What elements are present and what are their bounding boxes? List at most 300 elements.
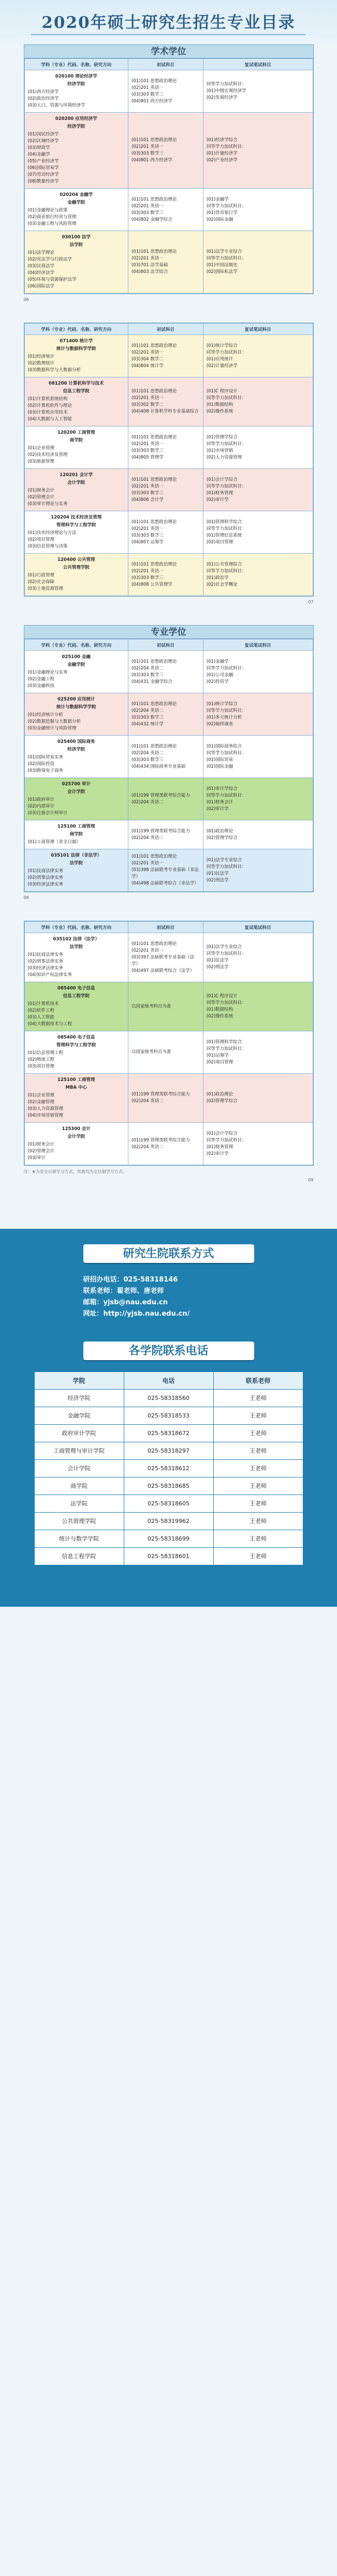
retest-subject: (02)国际私法学 <box>206 269 238 275</box>
research-direction: (02)项目管理 <box>27 537 54 542</box>
exam-subject: (01)199 管理类联考综合能力 <box>131 792 190 798</box>
major-school: 法学院 <box>69 861 83 866</box>
exam-subject: (02)201 英语一 <box>131 203 164 209</box>
retest-subject: 同等学力加试科目： <box>206 1000 246 1005</box>
page-number: 09 <box>308 1178 314 1182</box>
major-school: 会计学院 <box>67 789 85 795</box>
table-header-row <box>24 922 313 933</box>
retest-subject: (01)民法学 <box>206 958 229 963</box>
exam-subject: (04)432 统计学 <box>131 721 164 727</box>
col-header-major: 学科（专业）代码、名称、研究方向 <box>24 59 128 70</box>
research-direction: (01)金融理论与实务 <box>27 670 68 675</box>
major-title: 020204 金融学 <box>60 192 93 197</box>
retest-subject: (02)发展经济学 <box>206 95 238 100</box>
research-direction: (01)财务会计 <box>27 1142 54 1147</box>
exam-subject: (04)807 运筹学 <box>131 539 164 545</box>
col-header-exam: 初试科目 <box>128 324 203 335</box>
exam-subject: (02)201 英语一 <box>131 349 164 355</box>
exam-subject: (02)201 英语一 <box>131 441 164 447</box>
col-header-retest: 复试笔试科目 <box>203 922 313 933</box>
exam-subject: (02)204 英语二 <box>131 750 164 756</box>
page-number: 06 <box>23 297 29 302</box>
retest-cell <box>203 820 313 849</box>
table-row <box>24 70 313 113</box>
retest-subject: (01)法学专业综合 <box>206 857 242 863</box>
exam-subject: (01)101 思想政治理论 <box>131 941 177 947</box>
table-row <box>24 736 313 778</box>
retest-cell <box>203 778 313 820</box>
major-title: 085400 电子信息 <box>57 1035 95 1040</box>
research-direction: (02)社会保障 <box>27 580 54 585</box>
research-direction: (04)金融学 <box>27 152 50 157</box>
col-header-retest: 复试笔试科目 <box>203 59 313 70</box>
major-title: 025400 国际商务 <box>57 739 95 744</box>
research-direction: (03)项目管理 <box>27 1064 54 1069</box>
exam-subject: (01)101 思想政治理论 <box>131 561 177 567</box>
exam-subject: (02)201 英语一 <box>131 526 164 531</box>
retest-cell <box>203 736 313 778</box>
dept-col-school: 学院 <box>34 1372 124 1390</box>
table-row <box>24 651 313 693</box>
exam-cell <box>128 693 203 736</box>
major-title: 020200 应用经济学 <box>55 116 97 121</box>
major-cell <box>24 1123 128 1165</box>
retest-cell <box>203 693 313 736</box>
major-school: 经济学院 <box>67 82 85 87</box>
research-direction: (02)刑事法律实务 <box>27 875 63 880</box>
retest-subject: (02)国际金融 <box>206 764 233 769</box>
major-title: 125300 会计 <box>62 1126 91 1132</box>
major-title: 125100 工商管理 <box>57 1077 95 1083</box>
dept-school: 工商管理与审计学院 <box>34 1442 124 1460</box>
retest-subject: (01)运筹学 <box>206 1053 229 1058</box>
contact-phone: 研招办电话：025-58318146 <box>83 1276 178 1284</box>
exam-subject: (03)303 数学三 <box>131 92 164 97</box>
retest-subject: (02)刑法学 <box>206 877 229 883</box>
dept-row <box>34 1513 303 1530</box>
major-cell <box>24 778 128 820</box>
research-direction: (02)政治经济学 <box>27 96 59 101</box>
retest-subject: (01)财务管理 <box>206 1144 233 1150</box>
major-title: 085400 电子信息 <box>57 986 95 991</box>
exam-cell <box>128 554 203 596</box>
table-row <box>24 189 313 231</box>
retest-subject: (02)审计学 <box>206 806 229 812</box>
retest-subject: 同等学力加试科目： <box>206 792 246 798</box>
retest-subject: 同等学力加试科目： <box>206 864 246 870</box>
research-direction: (02)物流工程 <box>27 1057 54 1062</box>
research-direction: (03)数据科学与大数据分析 <box>27 368 81 373</box>
section-heading-academic: 学术学位 <box>24 45 313 58</box>
exam-subject: (02)201 英语一 <box>131 948 164 953</box>
major-school: 法学院 <box>69 944 83 950</box>
dept-phone: 025-58318601 <box>124 1548 213 1565</box>
exam-subject: (01)101 思想政治理论 <box>131 196 177 202</box>
exam-subject: (04)408 计算机学科专业基础综合 <box>131 409 199 414</box>
retest-subject: 同等学力加试科目： <box>206 665 246 671</box>
research-direction: (01)金融理论与政策 <box>27 208 68 213</box>
major-title: 081200 计算机科学与技术 <box>49 381 104 386</box>
research-direction: (05)环境与资源保护法学 <box>27 277 77 282</box>
research-direction: (07)劳动经济学 <box>27 172 59 177</box>
table-row <box>24 377 313 426</box>
retest-cell <box>203 982 313 1031</box>
retest-cell <box>203 426 313 469</box>
title-underline <box>31 34 306 35</box>
research-direction: (04)市场营销管理 <box>27 1113 63 1118</box>
major-cell <box>24 933 128 982</box>
exam-subject: (01)101 思想政治理论 <box>131 477 177 482</box>
retest-subject: 同等学力加试科目： <box>206 1137 246 1143</box>
exam-subject: (03)397 法硕联考专业基础（法学） <box>131 954 195 967</box>
research-direction: (01)行政管理 <box>27 573 54 578</box>
major-school: 商学院 <box>69 438 83 443</box>
col-header-retest: 复试笔试科目 <box>203 324 313 335</box>
dept-school: 法学院 <box>34 1495 124 1513</box>
research-direction: (02)宪法学与行政法学 <box>27 257 72 262</box>
research-direction: (02)数据挖掘与大数据分析 <box>27 719 81 724</box>
research-direction: (02)计算机软件与理论 <box>27 403 72 408</box>
major-cell <box>24 335 128 377</box>
exam-subject: 以国家统考科目为准 <box>131 1003 171 1009</box>
retest-subject: (02)操作系统 <box>206 409 233 414</box>
departments-table-body <box>34 1390 303 1565</box>
retest-subject: (01)管理科学综合 <box>206 1039 242 1045</box>
dept-teacher: 王老师 <box>213 1530 303 1548</box>
retest-cell <box>203 377 313 426</box>
major-school: 金融学院 <box>67 662 85 667</box>
major-title: 030100 法学 <box>62 235 91 240</box>
retest-subject: (02)审计学 <box>206 497 229 502</box>
retest-subject: (01)审计学综合 <box>206 786 238 791</box>
exam-subject: (01)101 思想政治理论 <box>131 743 177 749</box>
major-cell <box>24 554 128 596</box>
research-direction: (02)技术经济及管理 <box>27 452 68 458</box>
dept-row <box>34 1548 303 1565</box>
exam-cell <box>128 1074 203 1123</box>
retest-subject: 同等学力加试科目： <box>206 750 246 756</box>
dept-phone: 025-58318560 <box>124 1390 213 1407</box>
retest-subject: (01)法学专业综合 <box>206 249 242 254</box>
research-direction: (04)经济法学 <box>27 270 54 276</box>
table-row <box>24 778 313 820</box>
academic-table <box>24 58 313 294</box>
dept-teacher: 王老师 <box>213 1407 303 1425</box>
major-title: 071400 统计学 <box>60 339 93 344</box>
major-school: 管理科学与工程学院 <box>56 523 96 528</box>
page-number: 08 <box>23 895 29 900</box>
dept-row <box>34 1390 303 1407</box>
research-direction: (03)审计 <box>27 1155 46 1161</box>
retest-subject: (01)C 程序设计 <box>206 389 238 394</box>
retest-subject: (01)会计学综合 <box>206 1131 238 1136</box>
exam-subject: (04)808 公共管理学 <box>131 582 172 587</box>
dept-teacher: 王老师 <box>213 1460 303 1477</box>
research-direction: (03)经济法律实务 <box>27 882 63 887</box>
retest-subject: (02)国际金融 <box>206 217 233 222</box>
professional-table-cont <box>24 921 313 1165</box>
retest-cell <box>203 1123 313 1165</box>
exam-subject: (03)302 数学二 <box>131 402 164 407</box>
major-title: 025200 应用统计 <box>57 697 95 702</box>
retest-cell <box>203 1074 313 1123</box>
exam-subject: (03)303 数学三 <box>131 575 164 581</box>
research-direction: (03)金融统计与风险管理 <box>27 726 77 731</box>
col-header-exam: 初试科目 <box>128 59 203 70</box>
dept-phone: 025-58318685 <box>124 1477 213 1495</box>
retest-cell <box>203 469 313 511</box>
exam-subject: (01)199 管理类联考综合能力 <box>131 828 190 834</box>
retest-cell <box>203 70 313 113</box>
major-title: 020100 理论经济学 <box>55 74 97 79</box>
dept-col-teacher: 联系老师 <box>213 1372 303 1390</box>
research-direction: (02)管理会计 <box>27 1149 54 1154</box>
col-header-major: 学科（专业）代码、名称、研究方向 <box>24 922 128 933</box>
retest-subject: (02)操作系统 <box>206 1014 233 1019</box>
retest-subject: 同等学力加试科目： <box>206 441 246 447</box>
retest-subject: (02)计量经济学 <box>206 363 238 369</box>
exam-subject: (04)801 西方经济学 <box>131 158 172 163</box>
research-direction: (03)人口、资源与环境经济学 <box>27 103 85 108</box>
dept-phone: 025-58318672 <box>124 1425 213 1442</box>
table-row <box>24 426 313 469</box>
research-direction: (03)人工智能 <box>27 1015 54 1020</box>
exam-subject: (01)101 思想政治理论 <box>131 78 177 84</box>
major-school: 公共管理学院 <box>63 565 90 570</box>
research-direction: (02)管理会计 <box>27 495 54 500</box>
exam-subject: (02)204 英语二 <box>131 708 164 713</box>
retest-cell <box>203 511 313 554</box>
exam-subject: (01)101 思想政治理论 <box>131 701 177 707</box>
retest-subject: (01)统计学综合 <box>206 343 238 348</box>
exam-subject: (03)303 数学三 <box>131 757 164 763</box>
exam-subject: (01)101 思想政治理论 <box>131 659 177 664</box>
retest-subject: 同等学力加试科目： <box>206 256 246 261</box>
exam-cell <box>128 335 203 377</box>
retest-subject: (02)项目管理 <box>206 539 233 545</box>
retest-subject: 同等学力加试科目： <box>206 483 246 489</box>
contact-section <box>0 1229 337 1607</box>
major-cell <box>24 511 128 554</box>
retest-subject: (02)抽样调查 <box>206 721 233 727</box>
research-direction: (06)国际贸易学 <box>27 165 59 171</box>
major-school: 信息工程学院 <box>63 994 90 999</box>
exam-cell <box>128 426 203 469</box>
dept-teacher: 王老师 <box>213 1390 303 1407</box>
major-title: 120204 技术经济及管理 <box>51 515 102 520</box>
retest-subject: (02)管理学综合 <box>206 1099 238 1104</box>
exam-cell <box>128 982 203 1031</box>
academic-section-cont <box>24 323 314 597</box>
major-school: 经济学院 <box>67 747 85 752</box>
major-cell <box>24 736 128 778</box>
academic-table-body <box>24 70 313 294</box>
major-title: 025100 金融 <box>62 654 91 660</box>
exam-subject: (04)806 会计学 <box>131 497 164 502</box>
exam-subject: (01)199 管理类联考综合能力 <box>131 1092 190 1097</box>
exam-cell <box>128 849 203 892</box>
retest-subject: 同等学力加试科目： <box>206 526 246 531</box>
exam-cell <box>128 933 203 982</box>
retest-subject: 同等学力加试科目： <box>206 144 246 149</box>
retest-subject: (01)数据结构 <box>206 402 233 407</box>
retest-subject: (01)财务管理 <box>206 490 233 496</box>
exam-subject: (02)201 英语一 <box>131 395 164 401</box>
retest-subject: (01)数据结构 <box>206 1007 233 1012</box>
retest-subject: (02)管理学综合 <box>206 835 238 841</box>
retest-subject: (01)管理信息系统 <box>206 532 242 538</box>
research-direction: (01)技术经济理论与方法 <box>27 530 77 536</box>
research-direction: (03)旅游管理 <box>27 459 54 464</box>
dept-school: 商学院 <box>34 1477 124 1495</box>
exam-subject: (02)201 英语一 <box>131 85 164 90</box>
major-title: 035101 法律（非法学） <box>51 853 102 858</box>
table-row <box>24 554 313 596</box>
research-direction: (03)跨境电子商务 <box>27 768 63 773</box>
research-direction: (01)企业管理 <box>27 1093 54 1098</box>
academic-table-cont-body <box>24 335 313 596</box>
retest-subject: (01)中国法制史 <box>206 263 238 268</box>
major-school: 统计与数据科学学院 <box>56 705 96 710</box>
retest-cell <box>203 554 313 596</box>
research-direction: (01)民商法律实务 <box>27 868 63 874</box>
research-direction: (02)商业银行经营与管理 <box>27 215 77 220</box>
research-direction: (05)产业经济学 <box>27 159 59 164</box>
research-direction: (03)注册会计师审计 <box>27 811 68 816</box>
retest-cell <box>203 651 313 693</box>
retest-subject: (01)货币银行学 <box>206 210 238 216</box>
major-cell <box>24 469 128 511</box>
dept-row <box>34 1460 303 1477</box>
major-cell <box>24 651 128 693</box>
dept-teacher: 王老师 <box>213 1548 303 1565</box>
exam-cell <box>128 231 203 294</box>
exam-subject: (01)101 思想政治理论 <box>131 389 177 394</box>
contact-site[interactable]: 网址：http://yjsb.nau.edu.cn/ <box>83 1310 190 1318</box>
dept-phone: 025-58318533 <box>124 1407 213 1425</box>
table-row <box>24 231 313 294</box>
dept-header-row <box>34 1372 303 1390</box>
table-row <box>24 1031 313 1074</box>
page-number: 07 <box>308 600 314 604</box>
exam-subject: (01)199 管理类联考综合能力 <box>131 1137 190 1143</box>
exam-subject: (02)204 英语二 <box>131 1099 164 1104</box>
retest-subject: (01)国际贸易 <box>206 757 233 763</box>
retest-subject: (01)金融学 <box>206 659 229 664</box>
exam-subject: (04)802 金融学综合 <box>131 217 172 222</box>
exam-subject: (02)201 英语一 <box>131 568 164 574</box>
major-cell <box>24 426 128 469</box>
table-row <box>24 1123 313 1165</box>
research-direction: (02)金融工程 <box>27 677 54 682</box>
retest-subject: (02)审计学 <box>206 1151 229 1156</box>
research-direction: (03)信息管理与决策 <box>27 544 68 549</box>
research-direction: (01)经济统计 <box>27 354 54 359</box>
retest-cell <box>203 1031 313 1074</box>
professional-section-cont <box>24 921 314 1166</box>
exam-subject: (01)101 思想政治理论 <box>131 249 177 254</box>
table-row <box>24 511 313 554</box>
retest-subject: (01)政治理论 <box>206 1092 233 1097</box>
retest-subject: (02)产业经济学 <box>206 158 238 163</box>
exam-subject: (04)498 法硕联考综合（非法学） <box>131 881 199 886</box>
major-cell <box>24 113 128 189</box>
dept-row <box>34 1530 303 1548</box>
table-row <box>24 113 313 189</box>
research-direction: (01)民商法律实务 <box>27 952 63 957</box>
contact-email[interactable]: 邮箱：yjsb@nau.edu.cn <box>83 1299 168 1306</box>
research-direction: (03)经济法律实务 <box>27 966 63 971</box>
departments-table <box>34 1371 303 1565</box>
research-direction: (01)信息管理工程 <box>27 1050 63 1056</box>
table-row <box>24 335 313 377</box>
exam-cell <box>128 189 203 231</box>
retest-subject: (01)管理学综合 <box>206 434 238 440</box>
dept-teacher: 王老师 <box>213 1442 303 1460</box>
retest-subject: (02)社会学概论 <box>206 582 238 587</box>
retest-subject: (01)统计学综合 <box>206 701 238 707</box>
exam-subject: 以国家统考科目为准 <box>131 1049 171 1055</box>
major-title: 120200 工商管理 <box>57 430 95 435</box>
exam-cell <box>128 736 203 778</box>
research-direction: (01)计算机系统结构 <box>27 397 68 402</box>
research-direction: (03)财政学 <box>27 145 50 150</box>
col-header-major: 学科（专业）代码、名称、研究方向 <box>24 324 128 335</box>
retest-cell <box>203 933 313 982</box>
dept-phone: 025-58318612 <box>124 1460 213 1477</box>
retest-subject: 同等学力加试科目： <box>206 203 246 209</box>
exam-subject: (02)201 英语一 <box>131 256 164 261</box>
retest-subject: (01)政治学 <box>206 575 229 581</box>
exam-cell <box>128 778 203 820</box>
major-school: 信息工程学院 <box>63 389 90 394</box>
exam-subject: (03)304 数学二 <box>131 356 164 362</box>
exam-subject: (04)434 国际商务专业基础 <box>131 764 186 769</box>
research-direction: (02)软件工程 <box>27 1008 54 1013</box>
research-direction: (03)金融科技 <box>27 683 54 689</box>
major-cell <box>24 70 128 113</box>
dept-row <box>34 1425 303 1442</box>
exam-subject: (03)303 数学三 <box>131 448 164 453</box>
research-direction: (04)大数据与人工智能 <box>27 417 72 422</box>
major-school: 会计学院 <box>67 1134 85 1139</box>
retest-subject: (01)中级宏观经济学 <box>206 88 246 94</box>
retest-subject: (01)多元统计分析 <box>206 714 242 720</box>
research-direction: (02)内部审计 <box>27 804 54 809</box>
major-cell <box>24 377 128 426</box>
retest-subject: (01)政治理论 <box>206 828 233 834</box>
major-school: 法学院 <box>69 242 83 248</box>
exam-cell <box>128 1123 203 1165</box>
major-cell <box>24 849 128 892</box>
exam-subject: (03)303 数学三 <box>131 714 164 720</box>
major-school: 会计学院 <box>67 480 85 485</box>
research-direction: (02)刑事法律实务 <box>27 959 63 964</box>
professional-section <box>24 625 314 892</box>
retest-subject: (01)应用统计 <box>206 356 233 362</box>
major-title: 120400 公共管理 <box>57 557 95 562</box>
research-direction: (02)金融管理 <box>27 1100 54 1105</box>
academic-table-cont <box>24 323 313 596</box>
research-direction: (03)人力资源管理 <box>27 1106 63 1111</box>
exam-cell <box>128 113 203 189</box>
major-school: MBA 中心 <box>65 1085 87 1090</box>
exam-subject: (02)204 英语二 <box>131 665 164 671</box>
table-row <box>24 469 313 511</box>
dept-phone: 025-58319962 <box>124 1513 213 1530</box>
footnote: 注：★为非全日制学习方式，其他均为全日制学习方式。 <box>23 1169 127 1174</box>
dept-phone: 025-58318297 <box>124 1442 213 1460</box>
